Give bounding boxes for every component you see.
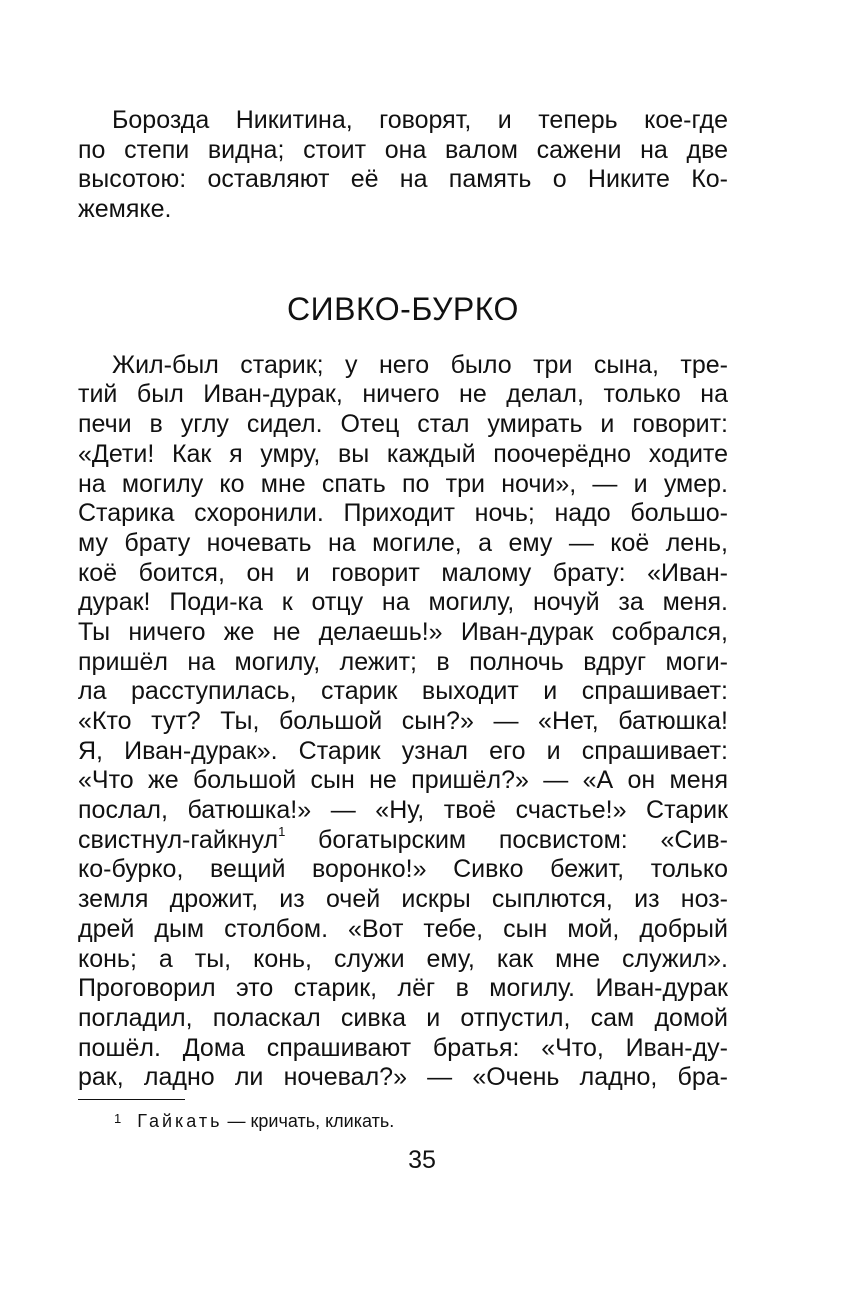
text-line-with-footnote <box>78 826 728 856</box>
text-line: ко-бурко, вещий воронко!» Сивко бежит, только <box>78 855 728 884</box>
text-line: Борозда Никитина, говорят, и теперь кое-где <box>112 106 728 134</box>
text-line: дурак! Поди-ка к отцу на могилу, ночуй за меня. <box>78 588 728 617</box>
footnote-divider <box>78 1099 185 1100</box>
text-line: рак, ладно ли ночевал?» — «Очень ладно, бра- <box>78 1063 728 1092</box>
chapter-title: СИВКО-БУРКО <box>287 290 519 327</box>
text-line: послал, батюшка!» — «Ну, твоё счастье!» Старик <box>78 796 728 825</box>
text-line: земля дрожит, из очей искры сыплются, из ноз- <box>78 885 728 914</box>
text-line: «Кто тут? Ты, большой сын?» — «Нет, батюшка! <box>78 707 728 735</box>
text-line: высотою: оставляют её на память о Никите Ко- <box>78 165 728 194</box>
text-line: «Что же большой сын не пришёл?» — «А он меня <box>78 766 728 795</box>
text-line: погладил, поласкал сивка и отпустил, сам домой <box>78 1003 728 1032</box>
text-line: по степи видна; стоит она валом сажени на две <box>78 135 728 164</box>
footnote-reference[interactable]: 1 <box>278 825 286 840</box>
text-line: дрей дым столбом. «Вот тебе, сын мой, добрый <box>78 914 728 943</box>
footnote-number: 1 <box>114 1111 122 1126</box>
page-body <box>78 106 728 1093</box>
text-line: печи в углу сидел. Отец стал умирать и говорит: <box>78 410 728 439</box>
line-text-end: богатырским посвистом: «Сив- <box>285 825 728 854</box>
footnote-definition: — кричать, кликать. <box>222 1111 395 1131</box>
text-line: му брату ночевать на могиле, а ему — коё лень, <box>78 528 728 557</box>
line-text-start: свистнул-гайкнул <box>78 825 279 854</box>
text-line: Старика схоронили. Приходит ночь; надо большо- <box>78 499 728 528</box>
story-paragraph <box>78 351 728 1093</box>
text-line: Жил-был старик; у него было три сына, тре- <box>112 350 728 379</box>
text-line: «Дети! Как я умру, вы каждый поочерёдно ходите <box>78 439 728 468</box>
text-line: Проговорил это старик, лёг в могилу. Иван-дурак <box>78 974 728 1003</box>
text-line: пошёл. Дома спрашивают братья: «Что, Иван-ду- <box>78 1033 728 1062</box>
text-line: пришёл на могилу, лежит; в полночь вдруг моги- <box>78 647 728 676</box>
text-line: коё боится, он и говорит малому брату: «Иван- <box>78 558 728 587</box>
text-line: ла расступилась, старик выходит и спрашивает: <box>78 677 728 706</box>
intro-paragraph <box>78 106 728 225</box>
text-line: Ты ничего же не делаешь!» Иван-дурак собрался, <box>78 617 728 646</box>
text-line: жемяке. <box>78 195 172 224</box>
text-line: тий был Иван-дурак, ничего не делал, только на <box>78 380 728 409</box>
footnote-term: Гайкать <box>137 1111 223 1131</box>
text-line: на могилу ко мне спать по три ночи», — и умер. <box>78 469 728 498</box>
text-line: конь; а ты, конь, служи ему, как мне служил». <box>78 944 728 973</box>
page-number: 35 <box>408 1146 436 1174</box>
text-line: Я, Иван-дурак». Старик узнал его и спрашивает: <box>78 736 728 765</box>
footnote <box>114 1108 394 1134</box>
